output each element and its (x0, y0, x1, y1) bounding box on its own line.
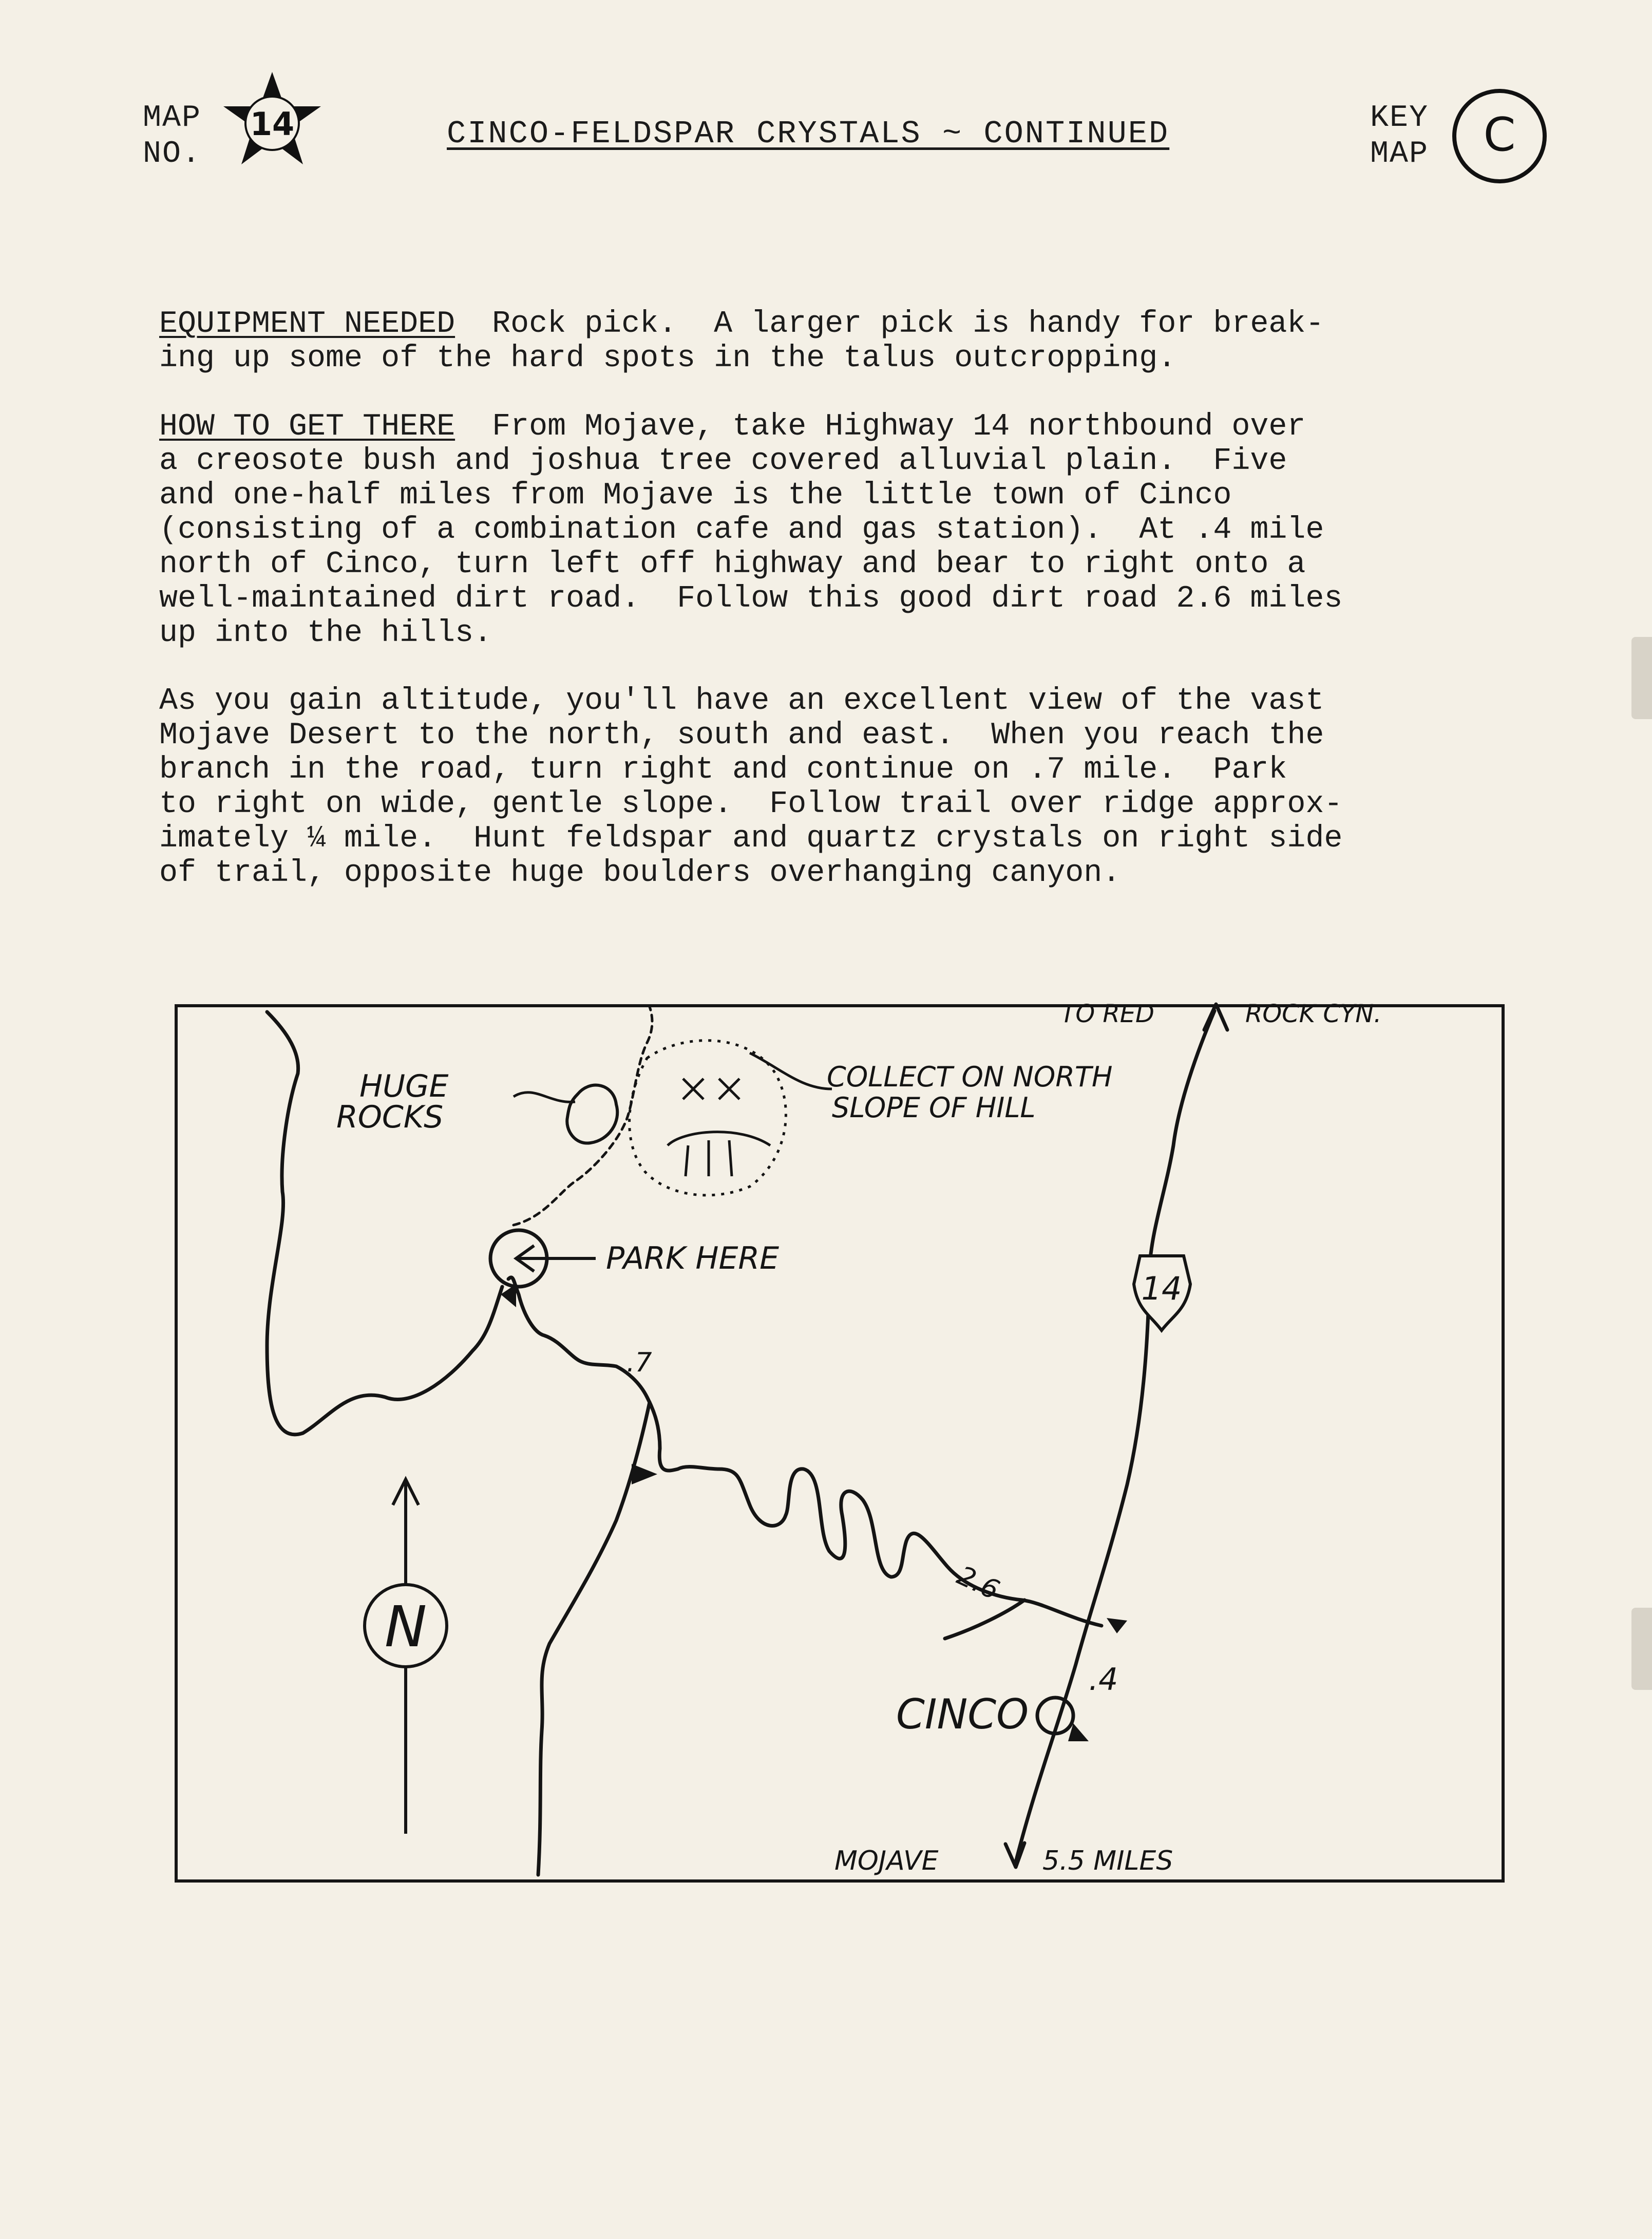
highway-14-line (1016, 1011, 1214, 1862)
binder-tab (1631, 637, 1652, 719)
directions-line: From Mojave, take Highway 14 northbound over (455, 409, 1306, 444)
dirt-road (508, 1277, 1102, 1626)
distance-07-label: .7 (626, 1347, 652, 1378)
highway-14-shield-number: 14 (1141, 1270, 1182, 1307)
rock-cyn-label: ROCK CYN. (1245, 1000, 1382, 1028)
directions-line: (consisting of a combination cafe and gas station). At .4 mile (159, 513, 1324, 548)
map-label-line2: NO. (143, 137, 202, 172)
directions-line: a creosote bush and joshua tree covered alluvial plain. Five (159, 444, 1287, 479)
huge-rocks-leader (514, 1093, 575, 1102)
turn-marker-04 (1107, 1618, 1127, 1633)
map-number: 14 (250, 105, 295, 143)
road-branch (945, 1600, 1024, 1639)
to-red-label: TO RED (1060, 1000, 1154, 1028)
rocks-label: ROCKS (336, 1099, 444, 1135)
collect-leader (750, 1053, 832, 1089)
park-here-label: PARK HERE (606, 1240, 779, 1276)
equipment-heading: EQUIPMENT NEEDED (159, 307, 455, 342)
miles-label: 5.5 MILES (1042, 1846, 1173, 1876)
mojave-label: MOJAVE (834, 1846, 939, 1876)
altitude-line: imately ¼ mile. Hunt feldspar and quartz crystals on right side (159, 821, 1343, 856)
distance-04-label: .4 (1089, 1662, 1118, 1698)
north-letter: N (384, 1594, 427, 1660)
altitude-line: to right on wide, gentle slope. Follow trail over ridge approx- (159, 787, 1343, 822)
distance-26-label: 2.6 (952, 1560, 1004, 1606)
altitude-line: As you gain altitude, you'll have an excellent view of the vast (159, 684, 1324, 719)
turn-marker-26 (632, 1464, 657, 1484)
key-label-line2: MAP (1370, 137, 1429, 172)
key-label-line1: KEY (1370, 101, 1429, 136)
altitude-line: Mojave Desert to the north, south and east. When you reach the (159, 718, 1324, 753)
directions-line: up into the hills. (159, 616, 492, 651)
highway-north-arrowhead (1204, 1004, 1227, 1030)
equipment-line: Rock pick. A larger pick is handy for break- (455, 307, 1324, 342)
collect-label-line2: SLOPE OF HILL (832, 1092, 1036, 1124)
key-map-letter: C (1483, 108, 1516, 162)
page-title: CINCO-FELDSPAR CRYSTALS ~ CONTINUED (447, 116, 1170, 152)
equipment-line: ing up some of the hard spots in the talus outcropping. (159, 341, 1176, 376)
directions-line: north of Cinco, turn left off highway and bear to right onto a (159, 547, 1306, 582)
directions-heading: HOW TO GET THERE (159, 409, 455, 444)
altitude-line: branch in the road, turn right and continue on .7 mile. Park (159, 752, 1287, 787)
park-here-arrow (516, 1246, 596, 1271)
collecting-hill (630, 1041, 832, 1195)
directions-line: well-maintained dirt road. Follow this good dirt road 2.6 miles (159, 581, 1343, 616)
binder-tab (1631, 1608, 1652, 1690)
cinco-label: CINCO (896, 1690, 1029, 1738)
map-label-line1: MAP (143, 101, 202, 136)
highway-14-shield (1134, 1256, 1190, 1330)
directions-line: and one-half miles from Mojave is the little town of Cinco (159, 478, 1232, 513)
trail (514, 1007, 652, 1225)
altitude-line: of trail, opposite huge boulders overhanging canyon. (159, 856, 1121, 891)
huge-rocks (567, 1085, 617, 1143)
huge-label: HUGE (359, 1068, 449, 1104)
highway-south-arrowhead (1005, 1843, 1024, 1867)
collect-label-line1: COLLECT ON NORTH (827, 1061, 1113, 1093)
